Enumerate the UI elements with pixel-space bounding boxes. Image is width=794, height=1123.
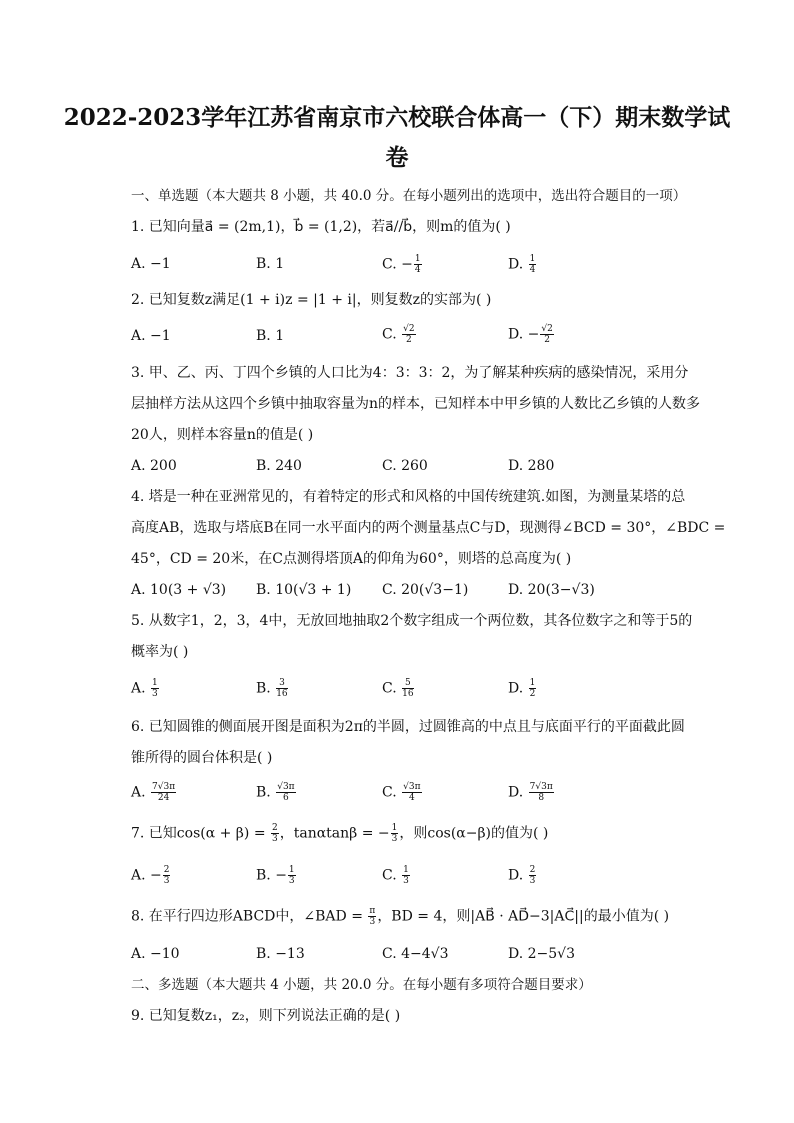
q6-option-d-label: D. xyxy=(508,784,528,801)
exam-title-line2: 卷 xyxy=(385,144,409,171)
q6-option-c-label: C. xyxy=(382,784,402,801)
q6-option-a-label: A. xyxy=(131,784,151,801)
question-3-line-1: 3. 甲、乙、丙、丁四个乡镇的人口比为4：3：3：2，为了解某种疾病的感染情况，采用分 xyxy=(131,365,689,381)
fraction xyxy=(276,782,295,803)
fraction-den: 3 xyxy=(152,689,158,699)
question-1: 1. 已知向量a⃗ = (2m,1)，b⃗ = (1,2)，若a⃗//b⃗，则m的值为( ) xyxy=(131,219,511,235)
q6-option-d xyxy=(508,782,555,803)
q2-option-d xyxy=(508,324,555,345)
fraction-num: π xyxy=(369,906,376,916)
q8-stem-part-1: 8. 在平行四边形ABCD中，∠BAD = xyxy=(131,908,368,925)
q8-option-c: C. 4−4√3 xyxy=(382,946,449,962)
question-5-line-1: 5. 从数字1，2，3，4中，无放回地抽取2个数字组成一个两位数，其各位数字之和等于5的 xyxy=(131,613,693,629)
fraction-num: √2 xyxy=(403,324,415,334)
fraction xyxy=(391,823,399,844)
fraction-num: 3 xyxy=(276,678,287,689)
fraction-num: 1 xyxy=(403,865,409,875)
q1-option-c-label: C. − xyxy=(382,256,413,273)
fraction-den: 3 xyxy=(391,834,398,844)
fraction-den: 3 xyxy=(403,876,409,886)
fraction-num: √2 xyxy=(541,324,553,334)
fraction xyxy=(402,865,410,886)
q7-stem-part-2: ，tanαtanβ = − xyxy=(279,825,390,842)
fraction xyxy=(163,865,171,886)
fraction-den: 2 xyxy=(544,335,550,345)
fraction-den: 3 xyxy=(288,876,295,886)
q1-option-c xyxy=(382,254,423,275)
fraction-num: 1 xyxy=(152,678,158,688)
fraction-den: 3 xyxy=(369,917,376,927)
fraction-num: 5 xyxy=(402,678,413,689)
q5-option-c-label: C. xyxy=(382,680,402,697)
q2-option-c xyxy=(382,324,417,345)
question-8 xyxy=(131,906,669,927)
q5-option-c xyxy=(382,678,415,699)
q7-option-b xyxy=(256,865,297,886)
section-header-multi-choice: 二、多选题（本大题共 4 小题，共 20.0 分。在每小题有多项符合题目要求） xyxy=(131,977,592,993)
fraction-den: 3 xyxy=(272,834,278,844)
fraction xyxy=(288,865,296,886)
fraction xyxy=(402,678,413,699)
q4-option-c: C. 20(√3−1) xyxy=(382,582,469,598)
section-header-single-choice: 一、单选题（本大题共 8 小题，共 40.0 分。在每小题列出的选项中，选出符合题目的一项） xyxy=(131,188,687,204)
question-4-line-1: 4. 塔是一种在亚洲常见的，有着特定的形式和风格的中国传统建筑.如图，为测量某塔的总 xyxy=(131,489,686,505)
fraction-num: 7√3π xyxy=(152,782,176,792)
q4-option-a: A. 10(3 + √3) xyxy=(131,582,227,598)
fraction-num: 1 xyxy=(391,823,398,833)
q7-option-b-label: B. − xyxy=(256,867,287,884)
q7-option-d xyxy=(508,865,537,886)
q7-option-d-label: D. xyxy=(508,867,528,884)
fraction-den: 4 xyxy=(529,265,536,275)
q6-option-b-label: B. xyxy=(256,784,276,801)
q3-option-b: B. 240 xyxy=(256,458,302,474)
q8-stem-part-2: ，BD = 4，则|AB⃗ · AD⃗−3|AC⃗||的最小值为( ) xyxy=(377,908,670,925)
exam-title-line1: 2022-2023学年江苏省南京市六校联合体高一（下）期末数学试 xyxy=(63,104,731,131)
q4-option-d: D. 20(3−√3) xyxy=(508,582,595,598)
fraction-den: 16 xyxy=(402,689,414,699)
question-5-line-2: 概率为( ) xyxy=(131,644,189,660)
question-7 xyxy=(131,823,548,844)
q6-option-a xyxy=(131,782,177,803)
fraction xyxy=(368,906,376,927)
fraction xyxy=(529,865,537,886)
q8-option-a: A. −10 xyxy=(131,946,180,962)
q3-option-a: A. 200 xyxy=(131,458,177,474)
q2-option-c-label: C. xyxy=(382,326,402,343)
fraction-den: 24 xyxy=(157,793,170,803)
fraction-num: 1 xyxy=(529,254,536,264)
q2-option-b: B. 1 xyxy=(256,328,285,344)
fraction-den: 2 xyxy=(405,335,412,345)
fraction-den: 8 xyxy=(538,793,545,803)
fraction-num: √3π xyxy=(403,782,421,792)
q7-stem-part-1: 7. 已知cos(α + β) = xyxy=(131,825,270,842)
q5-option-b-label: B. xyxy=(256,680,276,697)
q5-option-a xyxy=(131,678,160,699)
fraction xyxy=(540,324,553,345)
fraction-num: 1 xyxy=(529,678,536,688)
fraction-num: 1 xyxy=(414,254,421,264)
q1-option-d-label: D. xyxy=(508,256,528,273)
q5-option-d-label: D. xyxy=(508,680,528,697)
fraction-den: 3 xyxy=(529,876,536,886)
q2-option-d-label: D. − xyxy=(508,326,540,343)
fraction-num: 7√3π xyxy=(529,782,553,792)
q1-option-b: B. 1 xyxy=(256,256,285,272)
question-6-line-2: 锥所得的圆台体积是( ) xyxy=(131,750,273,766)
fraction-num: 1 xyxy=(288,865,295,875)
fraction xyxy=(529,254,537,275)
q5-option-b xyxy=(256,678,289,699)
q6-option-c xyxy=(382,782,423,803)
fraction-num: 2 xyxy=(272,823,278,833)
q7-stem-part-3: ，则cos(α−β)的值为( ) xyxy=(399,825,549,842)
fraction-num: √3π xyxy=(277,782,295,792)
question-3-line-3: 20人，则样本容量n的值是( ) xyxy=(131,427,314,443)
fraction xyxy=(271,823,279,844)
q4-option-b: B. 10(√3 + 1) xyxy=(256,582,352,598)
q7-option-c-label: C. xyxy=(382,867,402,884)
fraction xyxy=(151,782,176,803)
fraction-den: 16 xyxy=(276,689,288,699)
question-2: 2. 已知复数z满足(1 + i)z = |1 + i|，则复数z的实部为( ) xyxy=(131,292,492,308)
question-4-line-3: 45°，CD = 20米，在C点测得塔顶A的仰角为60°，则塔的总高度为( ) xyxy=(131,551,572,567)
fraction xyxy=(151,678,159,699)
fraction-den: 6 xyxy=(283,793,289,803)
fraction xyxy=(276,678,287,699)
question-9: 9. 已知复数z₁，z₂，则下列说法正确的是( ) xyxy=(131,1008,401,1024)
q5-option-d xyxy=(508,678,537,699)
fraction xyxy=(402,324,415,345)
q1-option-d xyxy=(508,254,537,275)
q3-option-d: D. 280 xyxy=(508,458,555,474)
q7-option-c xyxy=(382,865,411,886)
fraction-den: 4 xyxy=(408,793,415,803)
question-4-line-2: 高度AB，选取与塔底B在同一水平面内的两个测量基点C与D，现测得∠BCD = 30°，∠BDC = xyxy=(131,520,726,536)
q8-option-b: B. −13 xyxy=(256,946,305,962)
fraction xyxy=(402,782,421,803)
fraction xyxy=(529,678,537,699)
fraction-num: 2 xyxy=(163,865,170,875)
q1-option-a: A. −1 xyxy=(131,256,171,272)
q6-option-b xyxy=(256,782,297,803)
q3-option-c: C. 260 xyxy=(382,458,428,474)
fraction-den: 2 xyxy=(529,689,536,699)
fraction xyxy=(529,782,554,803)
q7-option-a xyxy=(131,865,171,886)
fraction-num: 2 xyxy=(529,865,536,875)
q8-option-d: D. 2−5√3 xyxy=(508,946,575,962)
fraction xyxy=(414,254,422,275)
question-3-line-2: 层抽样方法从这四个乡镇中抽取容量为n的样本，已知样本中甲乡镇的人数比乙乡镇的人数多 xyxy=(131,396,701,412)
q2-option-a: A. −1 xyxy=(131,328,171,344)
fraction-den: 4 xyxy=(414,265,421,275)
question-6-line-1: 6. 已知圆锥的侧面展开图是面积为2π的半圆，过圆锥高的中点且与底面平行的平面截此圆 xyxy=(131,719,685,735)
q7-option-a-label: A. − xyxy=(131,867,162,884)
fraction-den: 3 xyxy=(163,876,170,886)
q5-option-a-label: A. xyxy=(131,680,151,697)
